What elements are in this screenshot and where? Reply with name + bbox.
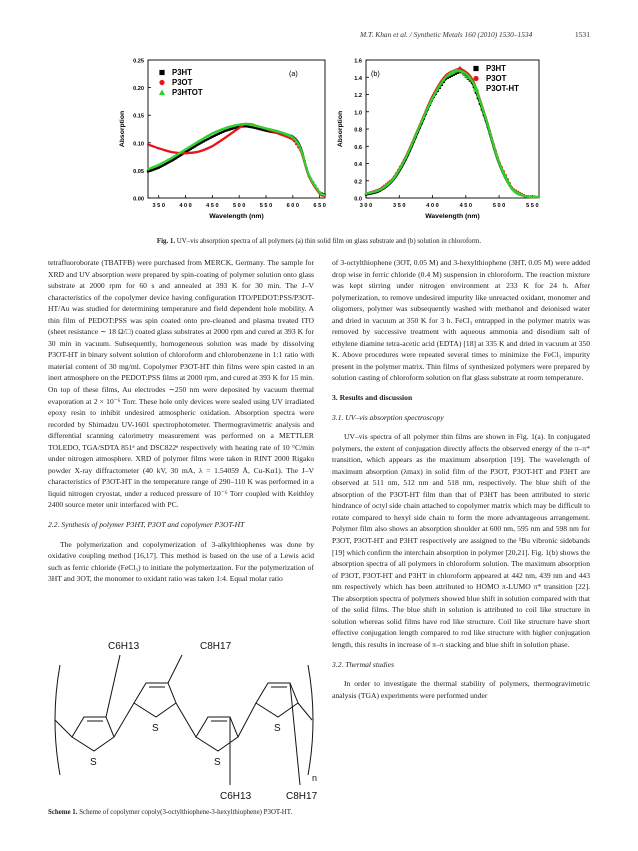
data-point xyxy=(289,137,291,139)
figure-caption xyxy=(40,237,598,246)
data-point xyxy=(198,150,200,152)
scheme-caption-label: Scheme 1. xyxy=(48,809,78,816)
chain-label-2: C8H17 xyxy=(200,641,232,652)
y-tick-label: 0.00 xyxy=(133,196,144,203)
data-point xyxy=(211,145,213,147)
data-point xyxy=(175,157,177,159)
x-tick-label: 5 5 0 xyxy=(259,203,273,209)
data-point xyxy=(220,132,222,134)
data-point xyxy=(168,150,170,152)
data-point xyxy=(158,167,160,169)
x-tick-label: 3 5 0 xyxy=(393,203,406,209)
y-tick-label: 0.6 xyxy=(354,144,362,151)
legend-item xyxy=(159,78,192,87)
y-tick-label: 0.15 xyxy=(133,113,144,120)
data-point xyxy=(201,149,203,151)
data-point xyxy=(162,148,164,150)
data-point xyxy=(166,150,168,152)
legend-marker xyxy=(473,66,478,71)
x-tick-label: 4 0 0 xyxy=(426,203,439,209)
x-axis-label: Wavelength (nm) xyxy=(425,213,480,220)
y-tick-label: 0.0 xyxy=(354,196,362,203)
data-point xyxy=(205,148,207,150)
paragraph-procedure: of 3-octylthiophene (3OT, 0.05 M) and 3-hexylthiophene (3HT, 0.05 M) were added drop wise in ferric chloride (0.4 M) suspension in chloroform. The reaction mixture was kept stirring under nitrogen environment at 233 K for 24 h. After polymerization, to remove undesired impurity like unreacted oxidant, monomer and oligomers, polymer was subsequently washed with methanol and deionised water and dried in vacuum at 350 K for 3 h. FeCl₃ entrapped in the polymer matrix was removed by successive treatment with aqueous ammonia and disodium salt of ethylene diamine tetra-acetic acid (EDTA) [18] at 335 K and dried in vacuum at 350 K. Above procedures were repeated several times to minimize the FeCl₃ impurity present in the polymer matrix. Thin films of synthesized polymers were prepared by solution casting of chloroform solution on flat glass substrate at room temperature. xyxy=(332,258,590,383)
paragraph-thermal: In order to investigate the thermal stability of polymers, thermogravimetric analysis (TGA) experiments were performed under xyxy=(332,679,590,700)
legend-label: P3OT xyxy=(172,78,193,87)
data-point xyxy=(231,132,233,134)
x-tick-label: 6 0 0 xyxy=(286,203,300,209)
data-point xyxy=(213,135,215,137)
y-tick-label: 1.4 xyxy=(354,75,362,82)
section-heading-3-1: 3.1. UV–vis absorption spectroscopy xyxy=(332,412,444,422)
data-point xyxy=(198,143,200,145)
legend-item xyxy=(473,64,506,73)
data-point xyxy=(209,137,211,139)
series-p3ht xyxy=(147,125,325,195)
x-tick-label: 5 0 0 xyxy=(232,203,246,209)
data-point xyxy=(284,135,286,137)
data-point xyxy=(194,145,196,147)
data-point xyxy=(237,128,239,130)
y-axis-label: Absorption xyxy=(337,110,344,148)
x-tick-label: 4 0 0 xyxy=(179,203,192,209)
data-point xyxy=(175,151,177,153)
legend-label: P3HT xyxy=(486,64,506,73)
x-tick-label: 5 5 0 xyxy=(526,203,539,209)
data-point xyxy=(186,152,188,154)
y-tick-label: 1.2 xyxy=(354,93,362,99)
data-point xyxy=(233,127,235,129)
panel-a xyxy=(119,59,326,221)
y-tick-label: 0.20 xyxy=(133,86,144,93)
data-point xyxy=(222,138,224,140)
data-point xyxy=(213,144,215,146)
data-point xyxy=(209,146,211,148)
data-point xyxy=(220,139,222,141)
data-point xyxy=(218,141,220,143)
data-point xyxy=(226,135,228,137)
data-point xyxy=(153,146,155,148)
scheme-1-structure xyxy=(50,625,320,805)
data-point xyxy=(149,144,151,146)
data-point xyxy=(164,149,166,151)
data-point xyxy=(155,146,157,148)
scheme-caption xyxy=(48,808,314,817)
data-point xyxy=(207,147,209,149)
y-tick-label: 0.10 xyxy=(133,141,144,148)
chain-label-3: C6H13 xyxy=(220,791,252,802)
left-column xyxy=(48,257,314,585)
data-point xyxy=(190,148,192,150)
paragraph-uv-vis: UV–vis spectra of all polymer thin films are shown in Fig. 1(a). In conjugated polymers, the extent of conjugation directly affects the observed energy of the π–π* transition, which appears as the maximum absorption [19]. The wavelength of maximum absorption (λmax) in solid film of the P3OT, P3OT-HT and P3HT are observed at 511 nm, 512 nm and 518 nm, respectively. The blue shift of the absorption of the P3OT-HT film than that of P3HT has been attributed to steric hindrance of octyl side chain attached to copolymer matrix which may be difficult to rotate compared to hexyl side chain to form the more advantageous arrangement. Polymer film also shows an absorption shoulder at 600 nm, 595 nm and 598 nm for P3OT, P3OT-HT and P3HT respectively are assigned to the ¹Bu vibronic sidebands [19] which confirm the interchain absorption in polymer [20,21]. Fig. 1(b) shows the absorption spectra of all polymers in chloroform solution. The maximum absorption of P3OT, P3OT-HT and P3HT in chloroform appeared at 442 nm, 439 nm and 443 nm respectively which has been attributed to HOMO π-LUMO π* transition [22]. The absorption spectra of polymers showed blue shift in solution compared with that of the solid films. The blue shift in solution is attributed to coil like structure in solution whereas solid films have rod like structure. Coil like structure have short effective conjugation length compared to rod like structure with higher conjugation length, this results in increase of π–π stacking and blue shift in solution phase. xyxy=(332,432,590,649)
y-axis-label: Absorption xyxy=(119,110,126,148)
data-point xyxy=(235,129,237,131)
scheme-caption-text: Scheme of copolymer copoly(3-octylthiophene-3-hexylthiophene) P3OT-HT. xyxy=(77,809,293,816)
data-point xyxy=(222,131,224,133)
y-tick-label: 0.8 xyxy=(354,127,362,134)
data-point xyxy=(286,136,288,138)
legend-marker xyxy=(159,70,164,75)
data-point xyxy=(207,138,209,140)
x-tick-label: 3 0 0 xyxy=(359,203,373,209)
data-point xyxy=(188,152,190,154)
legend-marker xyxy=(473,76,478,81)
legend-label: P3OT xyxy=(486,74,507,83)
data-point xyxy=(149,170,151,172)
section-heading-3-2: 3.2. Thermal studies xyxy=(332,659,395,669)
figure-caption-label: Fig. 1. xyxy=(156,238,176,245)
x-tick-label: 4 5 0 xyxy=(459,203,473,209)
data-point xyxy=(158,147,160,149)
data-point xyxy=(171,151,173,153)
data-point xyxy=(233,131,235,133)
right-column xyxy=(332,257,590,701)
sulfur-label-2: S xyxy=(152,723,159,734)
data-point xyxy=(173,151,175,153)
data-point xyxy=(192,146,194,148)
legend-marker xyxy=(159,89,165,95)
chain-label-4: C8H17 xyxy=(286,791,318,802)
data-point xyxy=(196,144,198,146)
data-point xyxy=(160,148,162,150)
data-point xyxy=(218,133,220,135)
data-point xyxy=(177,156,179,158)
data-point xyxy=(147,143,149,145)
data-point xyxy=(211,136,213,138)
y-tick-label: 0.4 xyxy=(354,162,362,168)
data-point xyxy=(188,149,190,151)
data-point xyxy=(226,129,228,131)
data-point xyxy=(280,134,282,136)
legend-label: P3HTOT xyxy=(172,88,203,97)
y-tick-label: 0.25 xyxy=(133,58,144,65)
data-point xyxy=(224,137,226,139)
data-point xyxy=(228,128,230,130)
sulfur-label-1: S xyxy=(90,757,97,768)
section-heading-2-2: 2.2. Synthesis of polymer P3HT, P3OT and copolymer P3OT-HT xyxy=(48,520,245,530)
paragraph-methods: tetrafluoroborate (TBATFB) were purchased from MERCK, Germany. The sample for XRD and UV absorption were prepared by spin-coating of polymer solution onto glass substrate at 2000 rpm for 60 s and annealed at 393 K for 30 min. The J–V characteristics of the copolymer device having configuration ITO/PEDOT:PSS/P3OT-HT/Au was studied for determining temperature and field dependent hole mobility. A thin film of PEDOT:PSS was spin coated onto pre-cleaned and plasma treated ITO (sheet resistance ∼ 18 Ω/□) coated glass substrates at 2000 rpm and cured at 393 K for 30 min in vacuum. Subsequently, homogeneous solution was made by dissolving P3OT-HT in binary solvent solution of chloroform and chlorobenzene in 1:1 ratio with material content of 30 mg/ml. Copolymer P3OT-HT thin films were spin casted in an inert atmosphere on the PEDOT:PSS films at 2000 rpm, and cured at 393 K for 15 min. On top of these films, Au electrodes ∼250 nm were deposited by vacuum thermal evaporation at 2 × 10⁻⁶ Torr. These hole only devices were sealed using UV irradiated epoxy resin to inhibit undesired atmospheric oxidation. Absorption spectra were recorded by Shimadzu UV-1601 spectrophotometer. Thermogravimetric analysis and differential scanning calorimetry measurement was performed on a METTLER TOLEDO, TGA/SDTA 851ᵉ and DSC822ᵉ respectively with heating rate of 10 °C/min under nitrogen atmosphere. XRD of polymer films were taken in RINT 2000 Rigaku powder X-ray diffractometer (40 kV, 30 mA, λ = 1.54059 Å, Cu-Kα1). The J–V characteristics of P3OT-HT in the temperature range of 290–110 K was performed in a liquid nitrogen cryostat, under a reduced pressure of 10⁻⁶ Torr coupled with Keithley 2400 source meter unit interfaced with PC. xyxy=(48,258,314,510)
sulfur-label-3: S xyxy=(214,757,221,768)
x-axis-label: Wavelength (nm) xyxy=(209,213,264,220)
data-point xyxy=(192,151,194,153)
legend-marker xyxy=(159,80,164,85)
x-tick-label: 4 5 0 xyxy=(206,203,219,209)
data-point xyxy=(179,154,181,156)
x-tick-label: 3 5 0 xyxy=(152,203,165,209)
data-point xyxy=(228,134,230,136)
data-point xyxy=(282,134,284,136)
data-point xyxy=(196,151,198,153)
y-tick-label: 0.2 xyxy=(354,179,362,186)
data-point xyxy=(194,151,196,153)
section-heading-3: 3. Results and discussion xyxy=(332,393,413,403)
repeat-index: n xyxy=(312,773,318,783)
panel-b xyxy=(337,59,539,221)
legend-item xyxy=(159,68,192,77)
plot-frame xyxy=(366,60,539,198)
y-tick-label: 0.05 xyxy=(133,168,144,175)
chain-label-1: C6H13 xyxy=(108,641,140,652)
data-point xyxy=(147,170,149,172)
data-point xyxy=(190,152,192,154)
data-point xyxy=(151,145,153,147)
page-number: 1531 xyxy=(574,30,590,39)
y-tick-label: 1.6 xyxy=(354,58,362,65)
legend-item xyxy=(159,88,203,97)
panel-tag: (b) xyxy=(371,69,380,78)
sulfur-label-4: S xyxy=(274,723,281,734)
data-point xyxy=(239,126,241,128)
data-point xyxy=(203,149,205,151)
legend-label: P3HT xyxy=(172,68,192,77)
running-header-journal: M.T. Khan et al. / Synthetic Metals 160 (2010) 1530–1534 xyxy=(360,30,533,39)
y-tick-label: 1.0 xyxy=(354,110,362,117)
legend-item xyxy=(473,74,506,83)
legend-label: P3OT-HT xyxy=(486,84,519,93)
paragraph-synthesis: The polymerization and copolymerization of 3-alkylthiophenes was done by oxidative coupling method [16,17]. This method is based on the use of a Lewis acid such as ferric chloride (FeCl₃) to initiate the polymerization. For the polymerization of 3HT and 3OT, the monomer to oxidant ratio was taken 1:4. Equal molar ratio xyxy=(48,539,314,584)
figure-caption-text: UV–vis absorption spectra of all polymers (a) thin solid film on glass substrate and (b) solution in chloroform. xyxy=(175,238,482,245)
x-tick-label: 6 5 0 xyxy=(313,203,326,209)
data-point xyxy=(216,134,218,136)
data-point xyxy=(216,142,218,144)
figure-1 xyxy=(0,0,638,236)
x-tick-label: 5 0 0 xyxy=(492,203,506,209)
data-point xyxy=(173,158,175,160)
legend-item xyxy=(473,84,519,93)
data-point xyxy=(224,130,226,132)
panel-tag: (a) xyxy=(289,69,298,78)
data-point xyxy=(231,128,233,130)
